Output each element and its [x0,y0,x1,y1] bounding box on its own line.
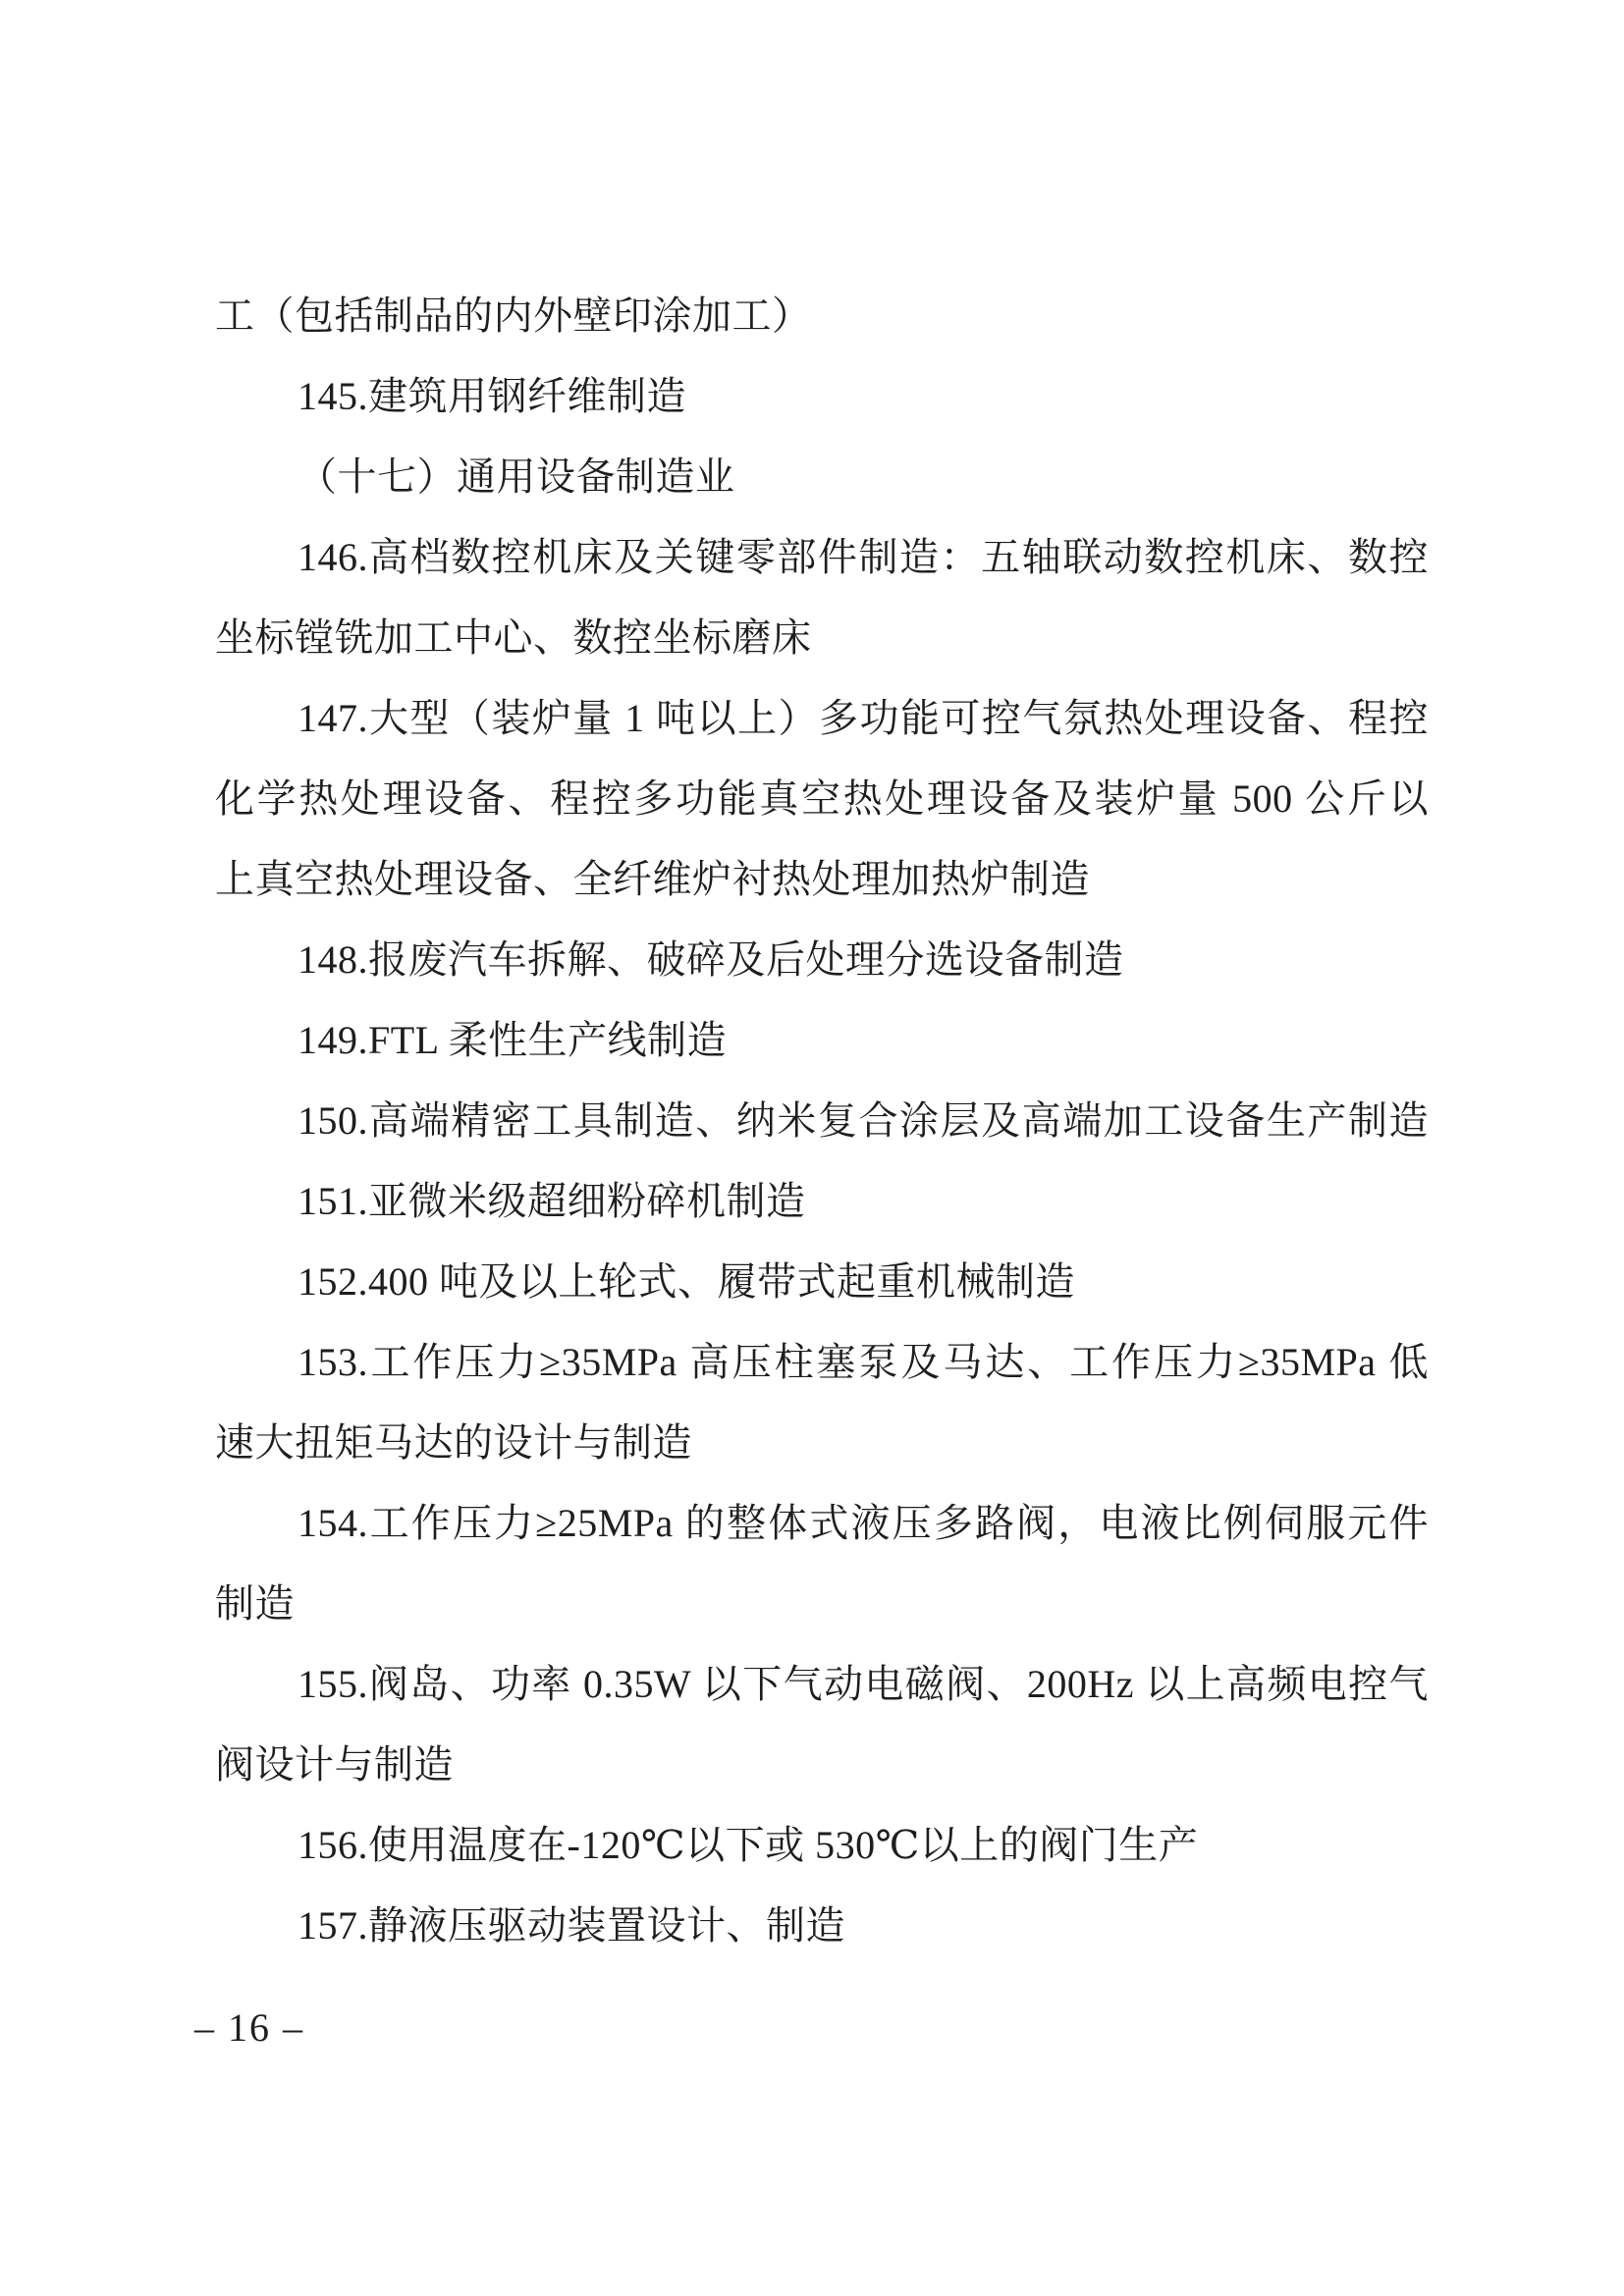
doc-line: 速大扭矩马达的设计与制造 [215,1420,692,1465]
doc-line: 151.亚微米级超细粉碎机制造 [298,1179,806,1223]
doc-line: 150.高端精密工具制造、纳米复合涂层及高端加工设备生产制造 [298,1098,1429,1143]
doc-line: 152.400 吨及以上轮式、履带式起重机械制造 [298,1259,1075,1304]
doc-line: 147.大型（装炉量 1 吨以上）多功能可控气氛热处理设备、程控 [298,696,1429,740]
doc-line: 坐标镗铣加工中心、数控坐标磨床 [215,615,812,660]
doc-line: 148.报废汽车拆解、破碎及后处理分选设备制造 [298,937,1124,982]
page-number: – 16 – [194,2005,304,2050]
doc-line: 157.静液压驱动装置设计、制造 [298,1903,845,1948]
doc-line: 工（包括制品的内外壁印涂加工） [215,294,812,338]
doc-line: 上真空热处理设备、全纤维炉衬热处理加热炉制造 [215,857,1090,901]
doc-line: 153.工作压力≥35MPa 高压柱塞泵及马达、工作压力≥35MPa 低 [298,1340,1429,1384]
doc-line: 155.阀岛、功率 0.35W 以下气动电磁阀、200Hz 以上高频电控气 [298,1662,1429,1706]
doc-line: 阀设计与制造 [215,1742,454,1787]
doc-line: 145.建筑用钢纤维制造 [298,374,686,418]
doc-line: 149.FTL 柔性生产线制造 [298,1018,728,1062]
doc-line: 制造 [215,1581,295,1626]
doc-line: 146.高档数控机床及关键零部件制造：五轴联动数控机床、数控 [298,535,1429,579]
doc-line: 154.工作压力≥25MPa 的整体式液压多路阀，电液比例伺服元件 [298,1501,1429,1545]
doc-line: 化学热处理设备、程控多功能真空热处理设备及装炉量 500 公斤以 [215,776,1429,821]
doc-line: 156.使用温度在-120℃以下或 530℃以上的阀门生产 [298,1823,1199,1867]
doc-line: （十七）通用设备制造业 [298,454,735,499]
text-block [215,276,1429,1966]
